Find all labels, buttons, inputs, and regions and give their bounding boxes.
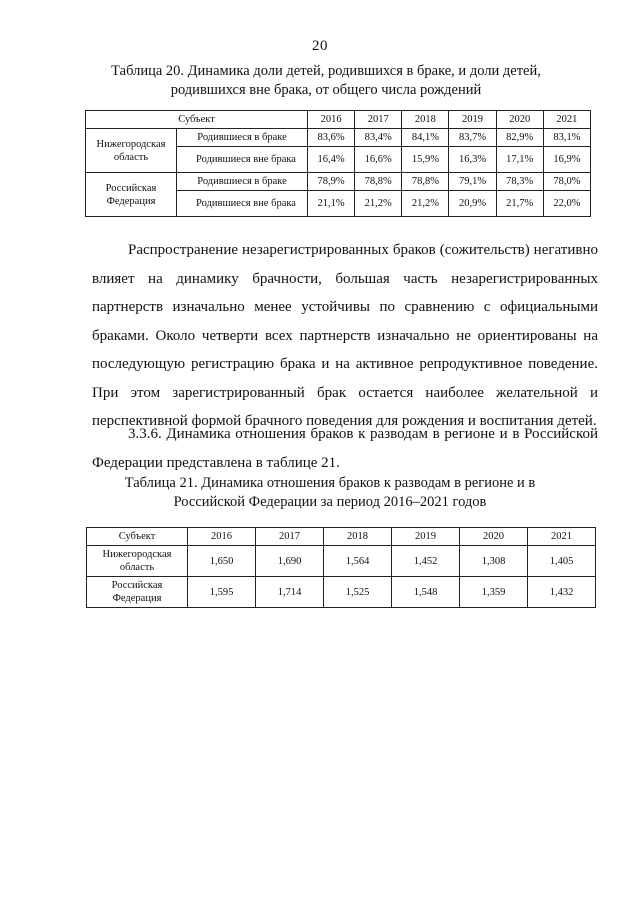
page-number: 20	[312, 38, 328, 54]
category-cell: Родившиеся вне брака	[177, 147, 308, 173]
value-cell: 15,9%	[402, 147, 449, 173]
value-cell: 1,432	[528, 577, 596, 608]
value-cell: 17,1%	[496, 147, 543, 173]
value-cell: 1,714	[256, 577, 324, 608]
header-year: 2016	[188, 528, 256, 546]
value-cell: 20,9%	[449, 191, 496, 217]
subject-cell: Российская Федерация	[86, 173, 177, 217]
value-cell: 21,7%	[496, 191, 543, 217]
header-year: 2017	[256, 528, 324, 546]
category-cell: Родившиеся в браке	[177, 173, 308, 191]
table-21-marriage-divorce-ratio	[86, 527, 596, 608]
value-cell: 21,2%	[355, 191, 402, 217]
value-cell: 1,308	[460, 546, 528, 577]
value-cell: 78,0%	[543, 173, 590, 191]
value-cell: 1,452	[392, 546, 460, 577]
header-year: 2016	[308, 111, 355, 129]
table-row	[87, 546, 596, 577]
paragraph-unregistered-marriages: Распространение незарегистрированных браков (сожительств) негативно влияет на динамику брачности, большая часть незарегистрированных партнерств изначально менее устойчивы по сравнению с официальными браками. Около четверти всех партнерств изначально не ориентированы на последующую регистрацию брака и на активное репродуктивное поведение. При этом зарегистрированный брак остается наиболее желательной и перспективной формой брачного поведения для рождения и воспитания детей.	[92, 242, 598, 429]
table-row	[86, 173, 591, 191]
header-year: 2021	[528, 528, 596, 546]
value-cell: 83,6%	[308, 129, 355, 147]
value-cell: 78,8%	[402, 173, 449, 191]
header-subject: Субъект	[87, 528, 188, 546]
value-cell: 78,8%	[355, 173, 402, 191]
subject-cell: Нижегородская область	[86, 129, 177, 173]
value-cell: 82,9%	[496, 129, 543, 147]
value-cell: 16,4%	[308, 147, 355, 173]
value-cell: 1,359	[460, 577, 528, 608]
table-20-births-in-out-of-marriage	[85, 110, 591, 217]
subject-cell: Нижегородская область	[87, 546, 188, 577]
value-cell: 1,548	[392, 577, 460, 608]
value-cell: 16,3%	[449, 147, 496, 173]
header-year: 2017	[355, 111, 402, 129]
value-cell: 21,2%	[402, 191, 449, 217]
subject-cell: Российская Федерация	[87, 577, 188, 608]
value-cell: 78,9%	[308, 173, 355, 191]
category-cell: Родившиеся в браке	[177, 129, 308, 147]
header-year: 2019	[392, 528, 460, 546]
value-cell: 1,595	[188, 577, 256, 608]
header-year: 2020	[496, 111, 543, 129]
value-cell: 1,405	[528, 546, 596, 577]
value-cell: 83,4%	[355, 129, 402, 147]
header-year: 2019	[449, 111, 496, 129]
table-row	[87, 577, 596, 608]
value-cell: 21,1%	[308, 191, 355, 217]
value-cell: 79,1%	[449, 173, 496, 191]
table-21-caption: Таблица 21. Динамика отношения браков к разводам в регионе и в Российской Федерации за период 2016–2021 годов	[124, 475, 536, 510]
header-year: 2018	[402, 111, 449, 129]
value-cell: 1,564	[324, 546, 392, 577]
table-20-caption: Таблица 20. Динамика доли детей, родившихся в браке, и доли детей, родившихся вне брака, от общего числа рождений	[111, 63, 541, 98]
table-row	[86, 129, 591, 147]
table-header-row	[86, 111, 591, 129]
value-cell: 1,690	[256, 546, 324, 577]
value-cell: 84,1%	[402, 129, 449, 147]
header-year: 2020	[460, 528, 528, 546]
header-year: 2018	[324, 528, 392, 546]
category-cell: Родившиеся вне брака	[177, 191, 308, 217]
header-year: 2021	[543, 111, 590, 129]
value-cell: 83,7%	[449, 129, 496, 147]
header-subject: Субъект	[86, 111, 308, 129]
table-header-row	[87, 528, 596, 546]
value-cell: 16,9%	[543, 147, 590, 173]
value-cell: 16,6%	[355, 147, 402, 173]
value-cell: 22,0%	[543, 191, 590, 217]
paragraph-section-3-3-6: 3.3.6. Динамика отношения браков к разводам в регионе и в Российской Федерации представлена в таблице 21.	[92, 426, 598, 471]
value-cell: 83,1%	[543, 129, 590, 147]
value-cell: 78,3%	[496, 173, 543, 191]
value-cell: 1,525	[324, 577, 392, 608]
value-cell: 1,650	[188, 546, 256, 577]
